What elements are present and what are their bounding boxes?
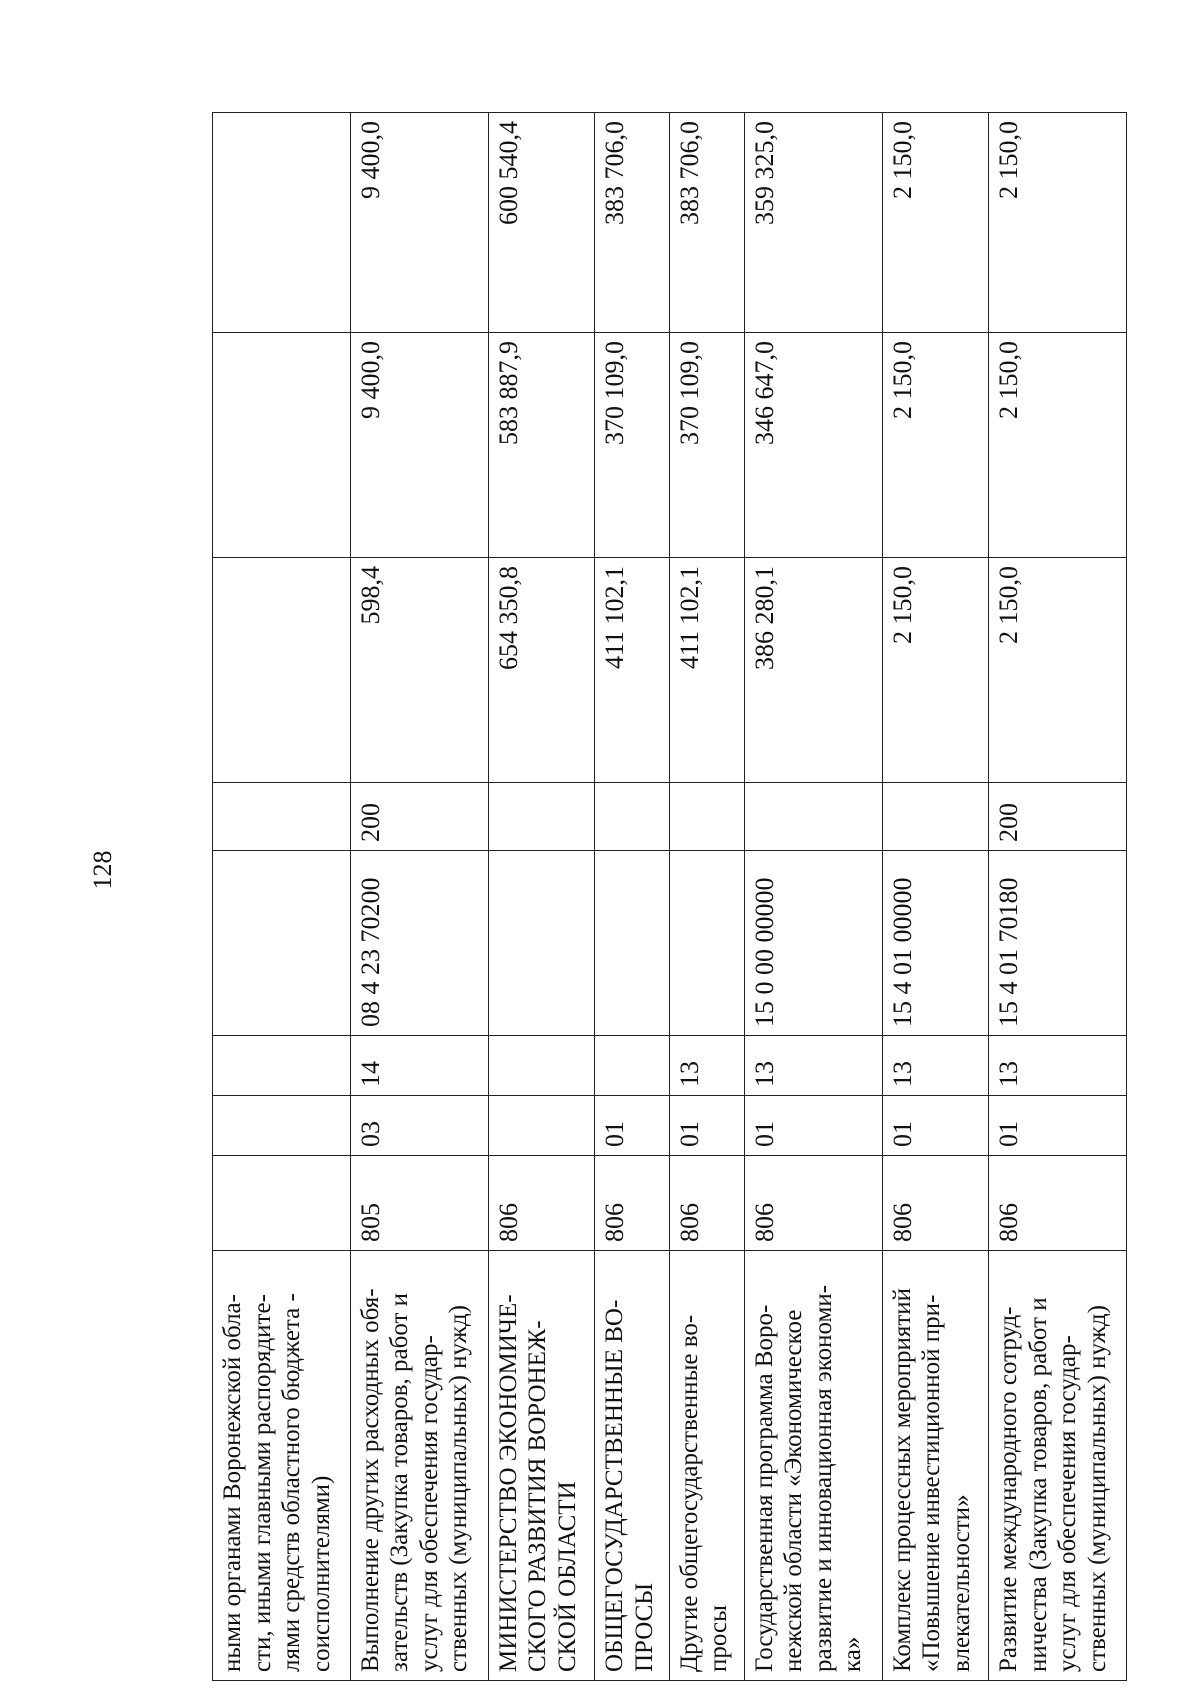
amount-year3: 600 540,4 [488,113,594,333]
amount-year2: 370 109,0 [595,333,670,558]
amount-year2: 346 647,0 [744,333,882,558]
table-row [213,113,351,1681]
rz-code: 03 [350,1096,488,1156]
vr-code [882,783,988,851]
vr-code: 200 [989,783,1127,851]
table-row [669,113,744,1681]
row-name: Комплекс процессных мероприятий «Повышение инвестиционной при-влекательности» [882,1251,988,1681]
amount-year2: 370 109,0 [669,333,744,558]
vr-code [744,783,882,851]
table-row [350,113,488,1681]
ved-code: 806 [488,1156,594,1251]
ved-code: 806 [669,1156,744,1251]
pr-code [488,1036,594,1096]
pr-code: 13 [882,1036,988,1096]
vr-code [595,783,670,851]
amount-year2: 2 150,0 [882,333,988,558]
table-row [595,113,670,1681]
csr-code [213,851,351,1036]
row-name: Выполнение других расходных обя-зательств (Закупка товаров, работ и услуг для обеспечения государ-ственных (муниципальных) нужд) [350,1251,488,1681]
csr-code: 08 4 23 70200 [350,851,488,1036]
amount-year1: 654 350,8 [488,558,594,783]
row-name: МИНИСТЕРСТВО ЭКОНОМИЧЕ-СКОГО РАЗВИТИЯ ВОРОНЕЖ-СКОЙ ОБЛАСТИ [488,1251,594,1681]
amount-year3: 383 706,0 [595,113,670,333]
rz-code: 01 [595,1096,670,1156]
table-row [882,113,988,1681]
rz-code [488,1096,594,1156]
pr-code [213,1036,351,1096]
csr-code: 15 4 01 00000 [882,851,988,1036]
vr-code [213,783,351,851]
vr-code: 200 [350,783,488,851]
budget-table [212,112,1127,1681]
table-row [989,113,1127,1681]
row-name: Другие общегосударственные во-просы [669,1251,744,1681]
rz-code: 01 [989,1096,1127,1156]
vr-code [488,783,594,851]
amount-year3: 2 150,0 [882,113,988,333]
row-name: Развитие международного сотруд-ничества (Закупка товаров, работ и услуг для обеспечения государ-ственных (муниципальных) нужд) [989,1251,1127,1681]
table-row [744,113,882,1681]
ved-code: 806 [595,1156,670,1251]
amount-year3: 9 400,0 [350,113,488,333]
page-number: 128 [88,850,117,890]
csr-code [488,851,594,1036]
row-name: Государственная программа Воро-нежской области «Экономическое развитие и инновационная экономи-ка» [744,1251,882,1681]
csr-code [669,851,744,1036]
table-row [488,113,594,1681]
amount-year3: 383 706,0 [669,113,744,333]
csr-code: 15 4 01 70180 [989,851,1127,1036]
pr-code: 13 [989,1036,1127,1096]
rz-code: 01 [744,1096,882,1156]
row-name: ными органами Воронежской обла-сти, иными главными распорядите-лями средств областного бюджета - соисполнителями) [213,1251,351,1681]
amount-year1: 2 150,0 [989,558,1127,783]
ved-code: 806 [882,1156,988,1251]
amount-year1: 598,4 [350,558,488,783]
amount-year1: 386 280,1 [744,558,882,783]
amount-year1: 411 102,1 [595,558,670,783]
csr-code [595,851,670,1036]
csr-code: 15 0 00 00000 [744,851,882,1036]
rz-code [213,1096,351,1156]
ved-code: 806 [989,1156,1127,1251]
pr-code [595,1036,670,1096]
amount-year1: 411 102,1 [669,558,744,783]
amount-year3: 2 150,0 [989,113,1127,333]
amount-year1: 2 150,0 [882,558,988,783]
amount-year2: 9 400,0 [350,333,488,558]
row-name: ОБЩЕГОСУДАРСТВЕННЫЕ ВО-ПРОСЫ [595,1251,670,1681]
rz-code: 01 [882,1096,988,1156]
pr-code: 13 [744,1036,882,1096]
amount-year1 [213,558,351,783]
ved-code: 806 [744,1156,882,1251]
vr-code [669,783,744,851]
amount-year2: 583 887,9 [488,333,594,558]
amount-year3 [213,113,351,333]
rz-code: 01 [669,1096,744,1156]
pr-code: 13 [669,1036,744,1096]
ved-code [213,1156,351,1251]
ved-code: 805 [350,1156,488,1251]
amount-year2: 2 150,0 [989,333,1127,558]
amount-year3: 359 325,0 [744,113,882,333]
pr-code: 14 [350,1036,488,1096]
rotated-table-wrapper [212,113,1127,1681]
amount-year2 [213,333,351,558]
